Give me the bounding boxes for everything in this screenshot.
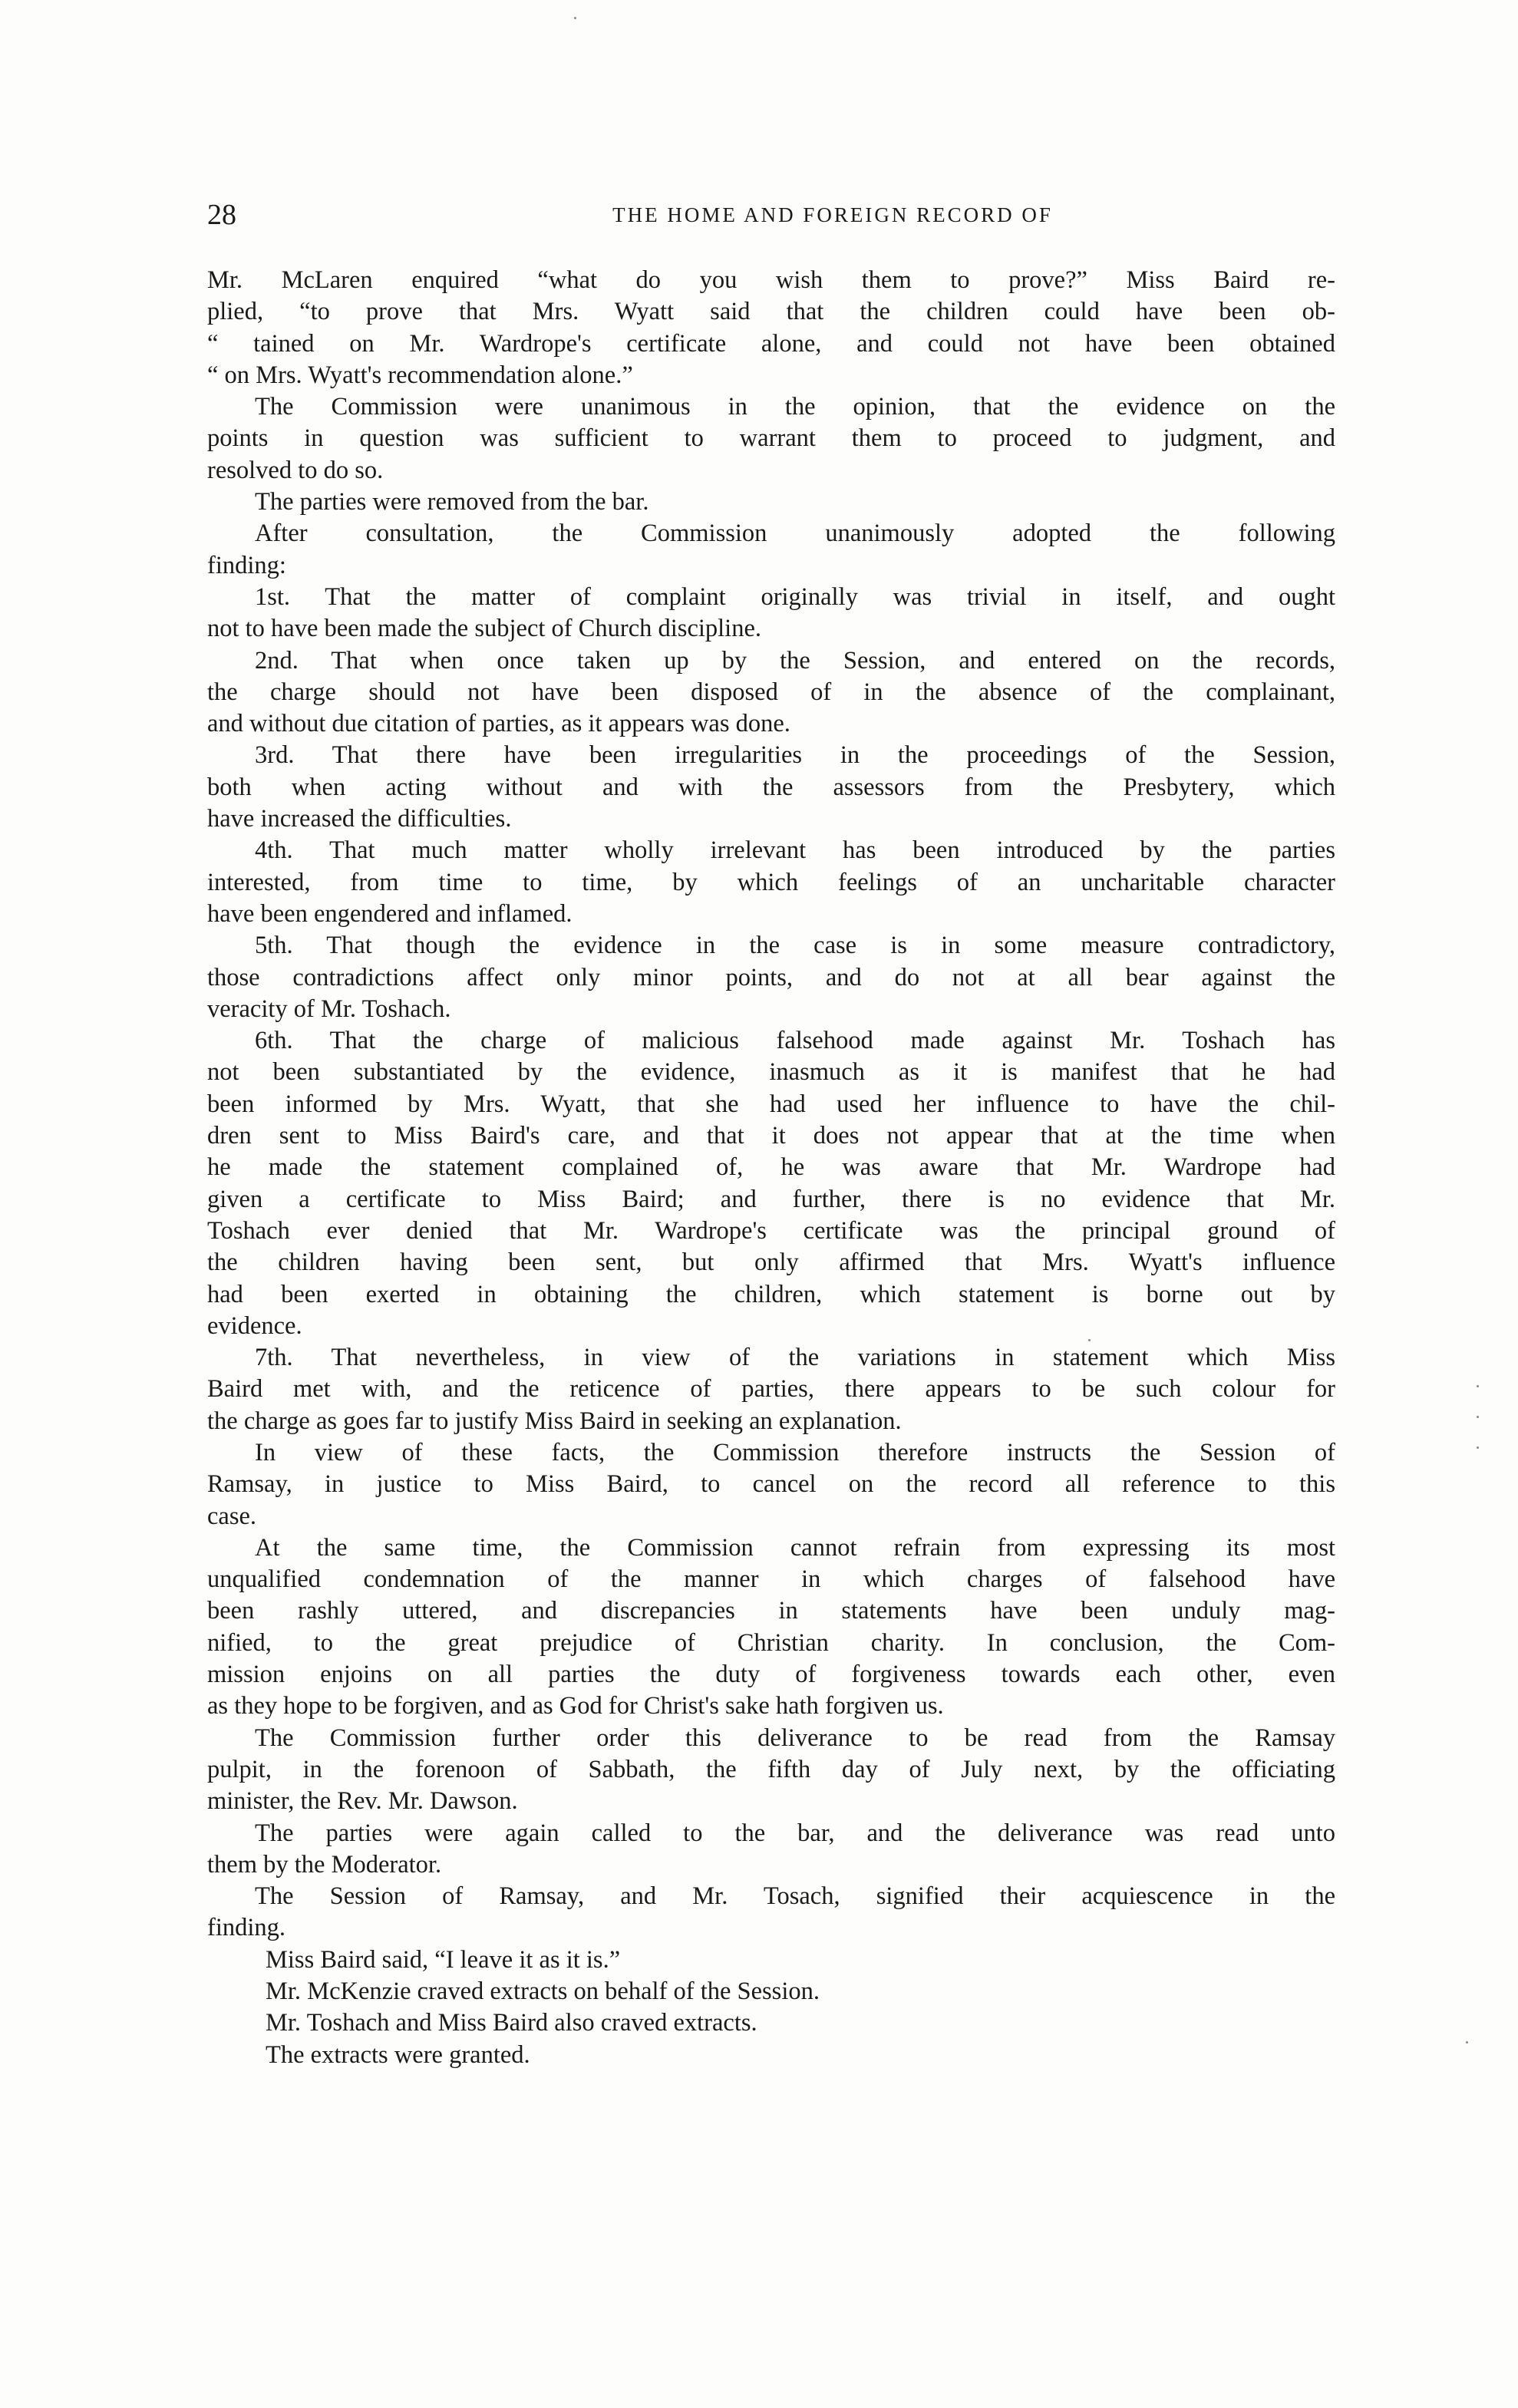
text-line: have been engendered and inflamed.: [207, 899, 573, 928]
text-line: 3rd. That there have been irregularities in the proceedings of the Session,: [255, 741, 1335, 770]
text-line: minister, the Rev. Mr. Dawson.: [207, 1787, 518, 1816]
scan-speck: [1088, 1339, 1091, 1341]
text-line: Mr. Toshach and Miss Baird also craved extracts.: [266, 2009, 757, 2037]
text-line: After consultation, the Commission unanimously adopted the following: [255, 520, 1335, 548]
text-line: Miss Baird said, “I leave it as it is.”: [266, 1945, 621, 1974]
text-line: 7th. That nevertheless, in view of the variations in statement which Miss: [255, 1344, 1335, 1372]
text-line: unqualified condemnation of the manner in which charges of falsehood have: [207, 1565, 1335, 1594]
text-line: dren sent to Miss Baird's care, and that it does not appear that at the time when: [207, 1122, 1335, 1150]
text-line: The parties were removed from the bar.: [255, 488, 649, 516]
text-line: given a certificate to Miss Baird; and further, there is no evidence that Mr.: [207, 1185, 1335, 1213]
text-line: 6th. That the charge of malicious falsehood made against Mr. Toshach has: [255, 1027, 1335, 1055]
text-line: mission enjoins on all parties the duty of forgiveness towards each other, even: [207, 1661, 1335, 1689]
page-number: 28: [207, 199, 236, 231]
text-line: 5th. That though the evidence in the case is in some measure contradictory,: [255, 932, 1335, 960]
text-line: veracity of Mr. Toshach.: [207, 995, 451, 1023]
text-line: evidence.: [207, 1311, 302, 1340]
text-line: interested, from time to time, by which feelings of an uncharitable character: [207, 868, 1335, 896]
scan-speck: [1477, 1446, 1479, 1449]
text-line: pulpit, in the forenoon of Sabbath, the fifth day of July next, by the officiating: [207, 1755, 1335, 1783]
text-line: The Commission further order this deliverance to be read from the Ramsay: [255, 1724, 1335, 1752]
scan-speck: [1477, 1385, 1479, 1387]
text-line: the children having been sent, but only affirmed that Mrs. Wyatt's influence: [207, 1249, 1335, 1277]
text-line: points in question was sufficient to warrant them to proceed to judgment, and: [207, 424, 1335, 453]
page-header: [207, 192, 1358, 238]
text-line: not been substantiated by the evidence, inasmuch as it is manifest that he had: [207, 1058, 1335, 1087]
text-line: Baird met with, and the reticence of parties, there appears to be such colour for: [207, 1375, 1335, 1404]
text-line: “ tained on Mr. Wardrope's certificate alone, and could not have been obtained: [207, 329, 1335, 358]
text-line: plied, “to prove that Mrs. Wyatt said that the children could have been ob-: [207, 298, 1335, 326]
text-line: as they hope to be forgiven, and as God for Christ's sake hath forgiven us.: [207, 1692, 944, 1720]
text-line: Mr. McLaren enquired “what do you wish them to prove?” Miss Baird re-: [207, 266, 1335, 294]
text-line: 4th. That much matter wholly irrelevant has been introduced by the parties: [255, 836, 1335, 865]
text-line: those contradictions affect only minor points, and do not at all bear against the: [207, 963, 1335, 991]
text-line: resolved to do so.: [207, 456, 384, 484]
body-text: [207, 265, 1335, 2071]
text-line: case.: [207, 1502, 257, 1530]
text-line: the charge should not have been disposed of in the absence of the complainant,: [207, 678, 1335, 706]
scan-speck: [1466, 2041, 1468, 2044]
text-line: not to have been made the subject of Church discipline.: [207, 615, 762, 643]
text-line: have increased the difficulties.: [207, 805, 512, 833]
text-line: 1st. That the matter of complaint originally was trivial in itself, and ought: [255, 582, 1335, 611]
text-line: been informed by Mrs. Wyatt, that she had used her influence to have the chil-: [207, 1090, 1335, 1118]
text-line: Ramsay, in justice to Miss Baird, to cancel on the record all reference to this: [207, 1470, 1335, 1499]
text-line: 2nd. That when once taken up by the Session, and entered on the records,: [255, 646, 1335, 675]
text-line: The extracts were granted.: [266, 2040, 530, 2069]
text-line: Toshach ever denied that Mr. Wardrope's certificate was the principal ground of: [207, 1216, 1335, 1245]
text-line: The parties were again called to the bar, and the deliverance was read unto: [255, 1819, 1335, 1847]
text-line: finding:: [207, 551, 286, 579]
text-line: At the same time, the Commission cannot refrain from expressing its most: [255, 1533, 1335, 1562]
text-line: Mr. McKenzie craved extracts on behalf of the Session.: [266, 1978, 820, 2006]
text-line: The Session of Ramsay, and Mr. Tosach, signified their acquiescence in the: [255, 1882, 1335, 1911]
text-line: The Commission were unanimous in the opinion, that the evidence on the: [255, 393, 1335, 421]
text-line: both when acting without and with the assessors from the Presbytery, which: [207, 773, 1335, 801]
text-line: nified, to the great prejudice of Christian charity. In conclusion, the Com-: [207, 1628, 1335, 1657]
running-head: THE HOME AND FOREIGN RECORD OF: [612, 203, 1053, 226]
text-line: had been exerted in obtaining the children, which statement is borne out by: [207, 1280, 1335, 1308]
text-line: been rashly uttered, and discrepancies in statements have been unduly mag-: [207, 1597, 1335, 1625]
text-line: the charge as goes far to justify Miss Baird in seeking an explanation.: [207, 1407, 902, 1435]
scan-speck: [574, 17, 576, 19]
text-line: them by the Moderator.: [207, 1850, 442, 1879]
text-line: In view of these facts, the Commission therefore instructs the Session of: [255, 1438, 1335, 1466]
text-line: and without due citation of parties, as it appears was done.: [207, 710, 790, 738]
text-line: finding.: [207, 1914, 286, 1942]
text-line: he made the statement complained of, he was aware that Mr. Wardrope had: [207, 1153, 1335, 1182]
scan-speck: [1477, 1416, 1479, 1418]
text-line: “ on Mrs. Wyatt's recommendation alone.”: [207, 361, 633, 389]
